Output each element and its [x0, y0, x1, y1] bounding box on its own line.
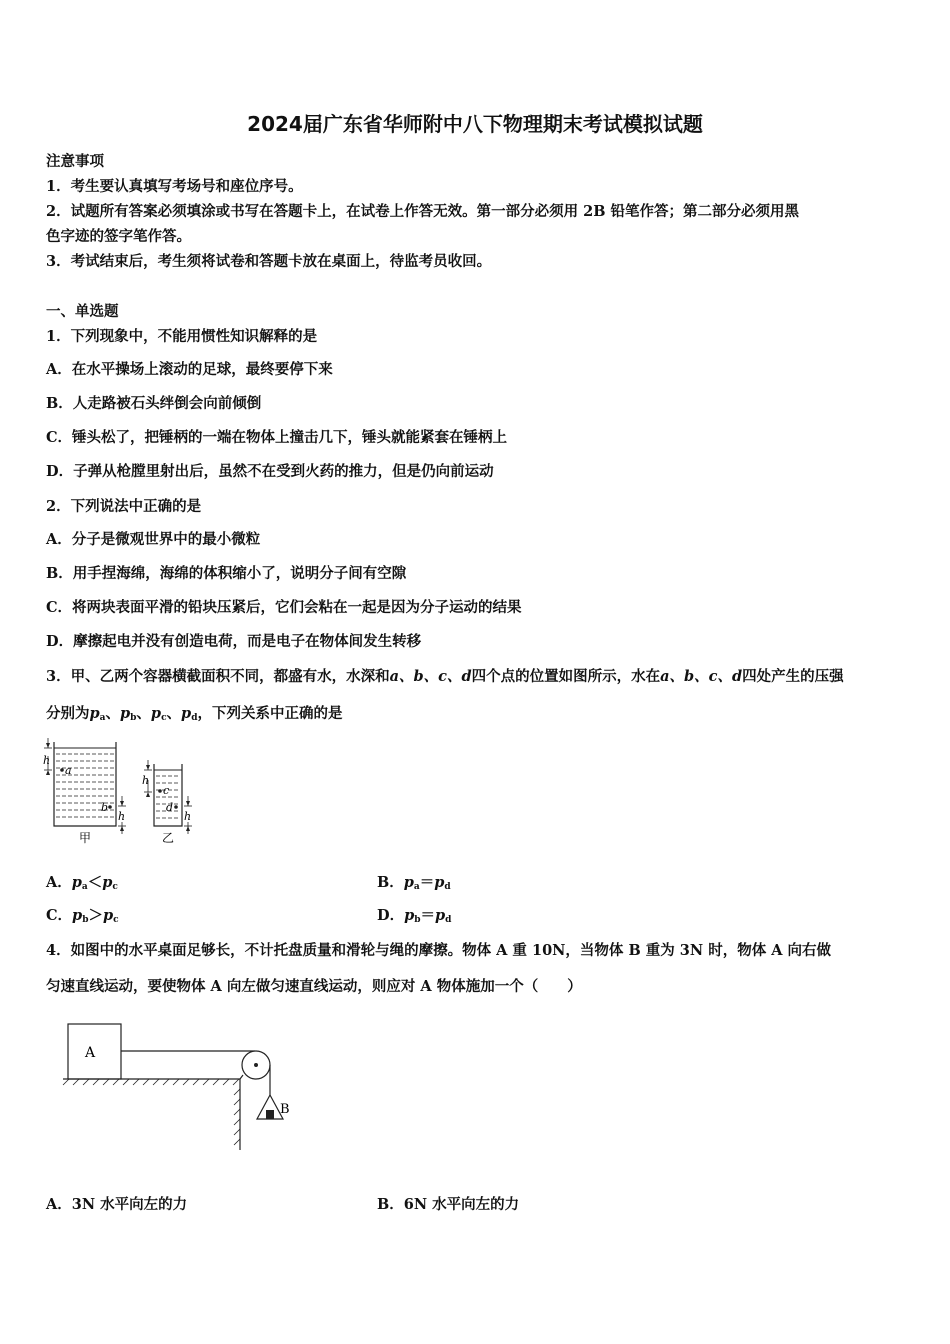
svg-text:B: B — [280, 1102, 290, 1117]
svg-text:d: d — [166, 801, 174, 814]
pressure-pa: $p_a$ — [89, 705, 106, 723]
q3-points-1: a、b、c、d — [389, 668, 472, 685]
q3-stem-line2: 分别为$p_a$、$p_b$、$p_c$、$p_d$，下列关系中正确的是 — [46, 705, 343, 723]
section-heading: 一、单选题 — [46, 303, 119, 320]
svg-text:乙: 乙 — [162, 831, 175, 845]
svg-text:甲: 甲 — [79, 831, 92, 845]
page-title: 2024届广东省华师附中八下物理期末考试模拟试题 — [247, 112, 703, 136]
q1-option-b: B．人走路被石头绊倒会向前倾倒 — [46, 395, 262, 412]
q4-pulley-figure — [55, 1015, 305, 1155]
q1-option-d: D．子弹从枪膛里射出后，虽然不在受到火药的推力，但是仍向前运动 — [46, 463, 494, 480]
point-d — [174, 805, 178, 809]
container-jia — [44, 738, 126, 834]
q3-option-c: C．$p_b>p_c$ — [46, 907, 119, 925]
q3-points-2: a、b、c、d — [660, 668, 743, 685]
q4-stem-line2: 匀速直线运动，要使物体 A 向左做匀速直线运动，则应对 A 物体施加一个（ ） — [46, 978, 582, 995]
pressure-pb: $p_b$ — [119, 705, 137, 723]
svg-text:h: h — [142, 774, 150, 787]
q4-stem-line1: 4．如图中的水平桌面足够长，不计托盘质量和滑轮与绳的摩擦。物体 A 重 10N，当物体 B 重为 3N 时，物体 A 向右做 — [46, 942, 832, 959]
point-b — [108, 805, 112, 809]
notice-heading: 注意事项 — [46, 153, 104, 170]
q3-option-d: D．$p_b=p_d$ — [377, 907, 452, 925]
q4-option-a: A．3N 水平向左的力 — [46, 1196, 188, 1213]
point-a — [60, 768, 64, 772]
svg-text:a: a — [65, 764, 72, 777]
notice-item-2: 2．试题所有答案必须填涂或书写在答题卡上，在试卷上作答无效。第一部分必须用 2B 铅笔作答；第二部分必须用黑 — [46, 203, 800, 220]
notice-item-1: 1．考生要认真填写考场号和座位序号。 — [46, 178, 303, 195]
svg-text:h: h — [118, 810, 126, 823]
q3-containers-figure — [38, 734, 208, 846]
notice-item-3: 3．考试结束后，考生须将试卷和答题卡放在桌面上，待监考员收回。 — [46, 253, 492, 270]
svg-text:h: h — [43, 754, 51, 767]
q3-option-a: A．$p_a<p_c$ — [46, 874, 118, 892]
notice-item-2-cont: 色字迹的签字笔作答。 — [46, 228, 191, 245]
q2-option-c: C．将两块表面平滑的铅块压紧后，它们会粘在一起是因为分子运动的结果 — [46, 599, 522, 616]
q2-option-a: A．分子是微观世界中的最小微粒 — [46, 531, 261, 548]
svg-text:b: b — [101, 801, 109, 814]
pressure-pc: $p_c$ — [150, 705, 167, 723]
q3-option-b: B．$p_a=p_d$ — [377, 874, 451, 892]
q1-option-c: C．锤头松了，把锤柄的一端在物体上撞击几下，锤头就能紧套在锤柄上 — [46, 429, 508, 446]
point-c — [158, 789, 162, 793]
pressure-pd: $p_d$ — [181, 705, 198, 723]
q4-option-b: B．6N 水平向左的力 — [377, 1196, 520, 1213]
svg-text:c: c — [163, 784, 170, 797]
q2-stem: 2．下列说法中正确的是 — [46, 498, 202, 515]
svg-text:A: A — [85, 1045, 96, 1061]
q1-option-a: A．在水平操场上滚动的足球，最终要停下来 — [46, 361, 333, 378]
q2-option-d: D．摩擦起电并没有创造电荷，而是电子在物体间发生转移 — [46, 633, 422, 650]
q2-option-b: B．用手捏海绵，海绵的体积缩小了，说明分子间有空隙 — [46, 565, 407, 582]
svg-text:h: h — [184, 810, 192, 823]
q3-stem-line1: 3．甲、乙两个容器横截面积不同，都盛有水，水深和a、b、c、d四个点的位置如图所示，水在a、b、c、d四处产生的压强 — [46, 668, 844, 685]
q1-stem: 1．下列现象中，不能用惯性知识解释的是 — [46, 328, 318, 345]
